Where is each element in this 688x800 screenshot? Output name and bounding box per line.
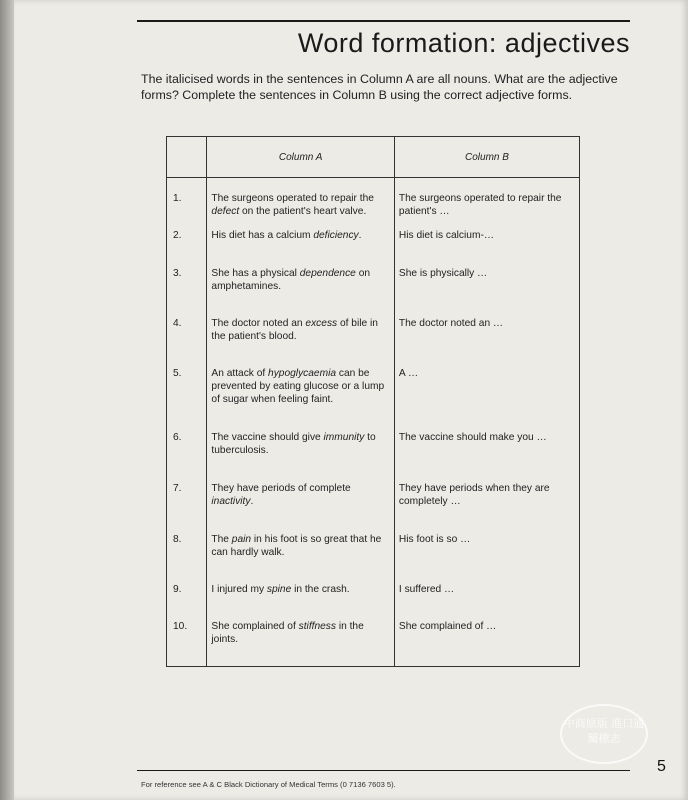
- row-number: 1.: [167, 178, 207, 228]
- italic-noun: spine: [266, 583, 292, 595]
- sentence-text: .: [250, 495, 254, 507]
- sentence-text: on amphetamines.: [211, 267, 371, 292]
- sentence-text: The surgeons operated to repair the: [211, 193, 374, 204]
- sentence-text: in the joints.: [211, 620, 364, 645]
- row-number: 10.: [167, 619, 207, 667]
- column-a-sentence: [207, 316, 395, 366]
- table-row: [167, 266, 580, 316]
- page-title: Word formation: adjectives: [297, 28, 630, 58]
- row-number: 8.: [167, 532, 207, 582]
- italic-noun: immunity: [323, 431, 365, 443]
- column-b-sentence: The doctor noted an …: [394, 316, 579, 366]
- sentence-text: They have periods of complete: [211, 482, 351, 494]
- column-b-sentence: She is physically …: [394, 266, 579, 316]
- sentence-text: to tuberculosis.: [211, 431, 376, 456]
- table-row: [167, 532, 580, 582]
- italic-noun: excess: [305, 317, 338, 329]
- sentence-text: in his foot is so great that he can hardly walk.: [211, 533, 382, 558]
- column-a-sentence: [207, 481, 395, 532]
- sentence-text: can be prevented by eating glucose or a lump of sugar when feeling faint.: [211, 367, 385, 405]
- italic-noun: deficiency: [313, 229, 359, 241]
- column-b-header: Column B: [394, 137, 579, 178]
- row-number: 9.: [167, 582, 207, 619]
- column-b-sentence: They have periods when they are completely …: [394, 481, 579, 532]
- column-a-sentence: [207, 266, 395, 316]
- sentence-text: in the crash.: [291, 583, 350, 595]
- table-row: [167, 316, 580, 366]
- number-header: [167, 137, 207, 178]
- italic-noun: dependence: [299, 267, 356, 279]
- italic-noun: inactivity: [211, 495, 251, 507]
- column-a-sentence: [207, 366, 395, 430]
- sentence-text: .: [358, 229, 362, 241]
- column-b-sentence: The vaccine should make you …: [394, 430, 579, 481]
- table-row: [167, 430, 580, 481]
- column-b-sentence: His diet is calcium-…: [394, 228, 579, 266]
- column-b-sentence: The surgeons operated to repair the patient's …: [394, 178, 579, 228]
- table-row: [167, 228, 580, 266]
- italic-noun: defect: [211, 206, 240, 217]
- column-b-sentence: She complained of …: [394, 619, 579, 667]
- table-row: [167, 619, 580, 667]
- row-number: 7.: [167, 481, 207, 532]
- instructions: The italicised words in the sentences in Column A are all nouns. What are the adjective forms? Complete the sentences in Column B using the correct adjective forms.: [141, 72, 618, 102]
- column-a-sentence: [207, 619, 395, 667]
- table-row: [167, 178, 580, 228]
- column-a-sentence: [207, 178, 395, 228]
- sentence-text: of bile in the patient's blood.: [211, 317, 378, 342]
- sentence-text: An attack of: [211, 367, 269, 379]
- column-a-header: Column A: [207, 137, 395, 178]
- sentence-text: The: [211, 533, 232, 545]
- import-seal-stamp: 中商原版 進口通關標志: [560, 704, 648, 764]
- row-number: 5.: [167, 366, 207, 430]
- footer-reference: For reference see A & C Black Dictionary of Medical Terms (0 7136 7603 5).: [141, 780, 396, 789]
- sentence-text: on the patient's heart valve.: [239, 206, 367, 217]
- table-row: [167, 481, 580, 532]
- top-rule: [137, 20, 630, 22]
- row-number: 6.: [167, 430, 207, 481]
- sentence-text: I injured my: [211, 583, 267, 595]
- column-b-sentence: His foot is so …: [394, 532, 579, 582]
- column-a-sentence: [207, 532, 395, 582]
- table-row: [167, 582, 580, 619]
- exercise-rows: [167, 178, 580, 667]
- row-number: 2.: [167, 228, 207, 266]
- italic-noun: stiffness: [298, 620, 336, 632]
- row-number: 4.: [167, 316, 207, 366]
- column-a-sentence: [207, 430, 395, 481]
- exercise-table: [166, 136, 580, 667]
- column-b-sentence: A …: [394, 366, 579, 430]
- table-row: [167, 366, 580, 430]
- sentence-text: The doctor noted an: [211, 317, 306, 329]
- italic-noun: pain: [231, 533, 252, 545]
- column-a-sentence: [207, 228, 395, 266]
- sentence-text: His diet has a calcium: [211, 229, 314, 241]
- row-number: 3.: [167, 266, 207, 316]
- sentence-text: The vaccine should give: [211, 431, 324, 443]
- sentence-text: She complained of: [211, 620, 299, 632]
- italic-noun: hypoglycaemia: [268, 367, 337, 379]
- page-number: 5: [657, 758, 666, 775]
- book-gutter: [0, 0, 14, 800]
- column-a-sentence: [207, 582, 395, 619]
- column-b-sentence: I suffered …: [394, 582, 579, 619]
- sentence-text: She has a physical: [211, 267, 300, 279]
- bottom-rule: [137, 770, 630, 771]
